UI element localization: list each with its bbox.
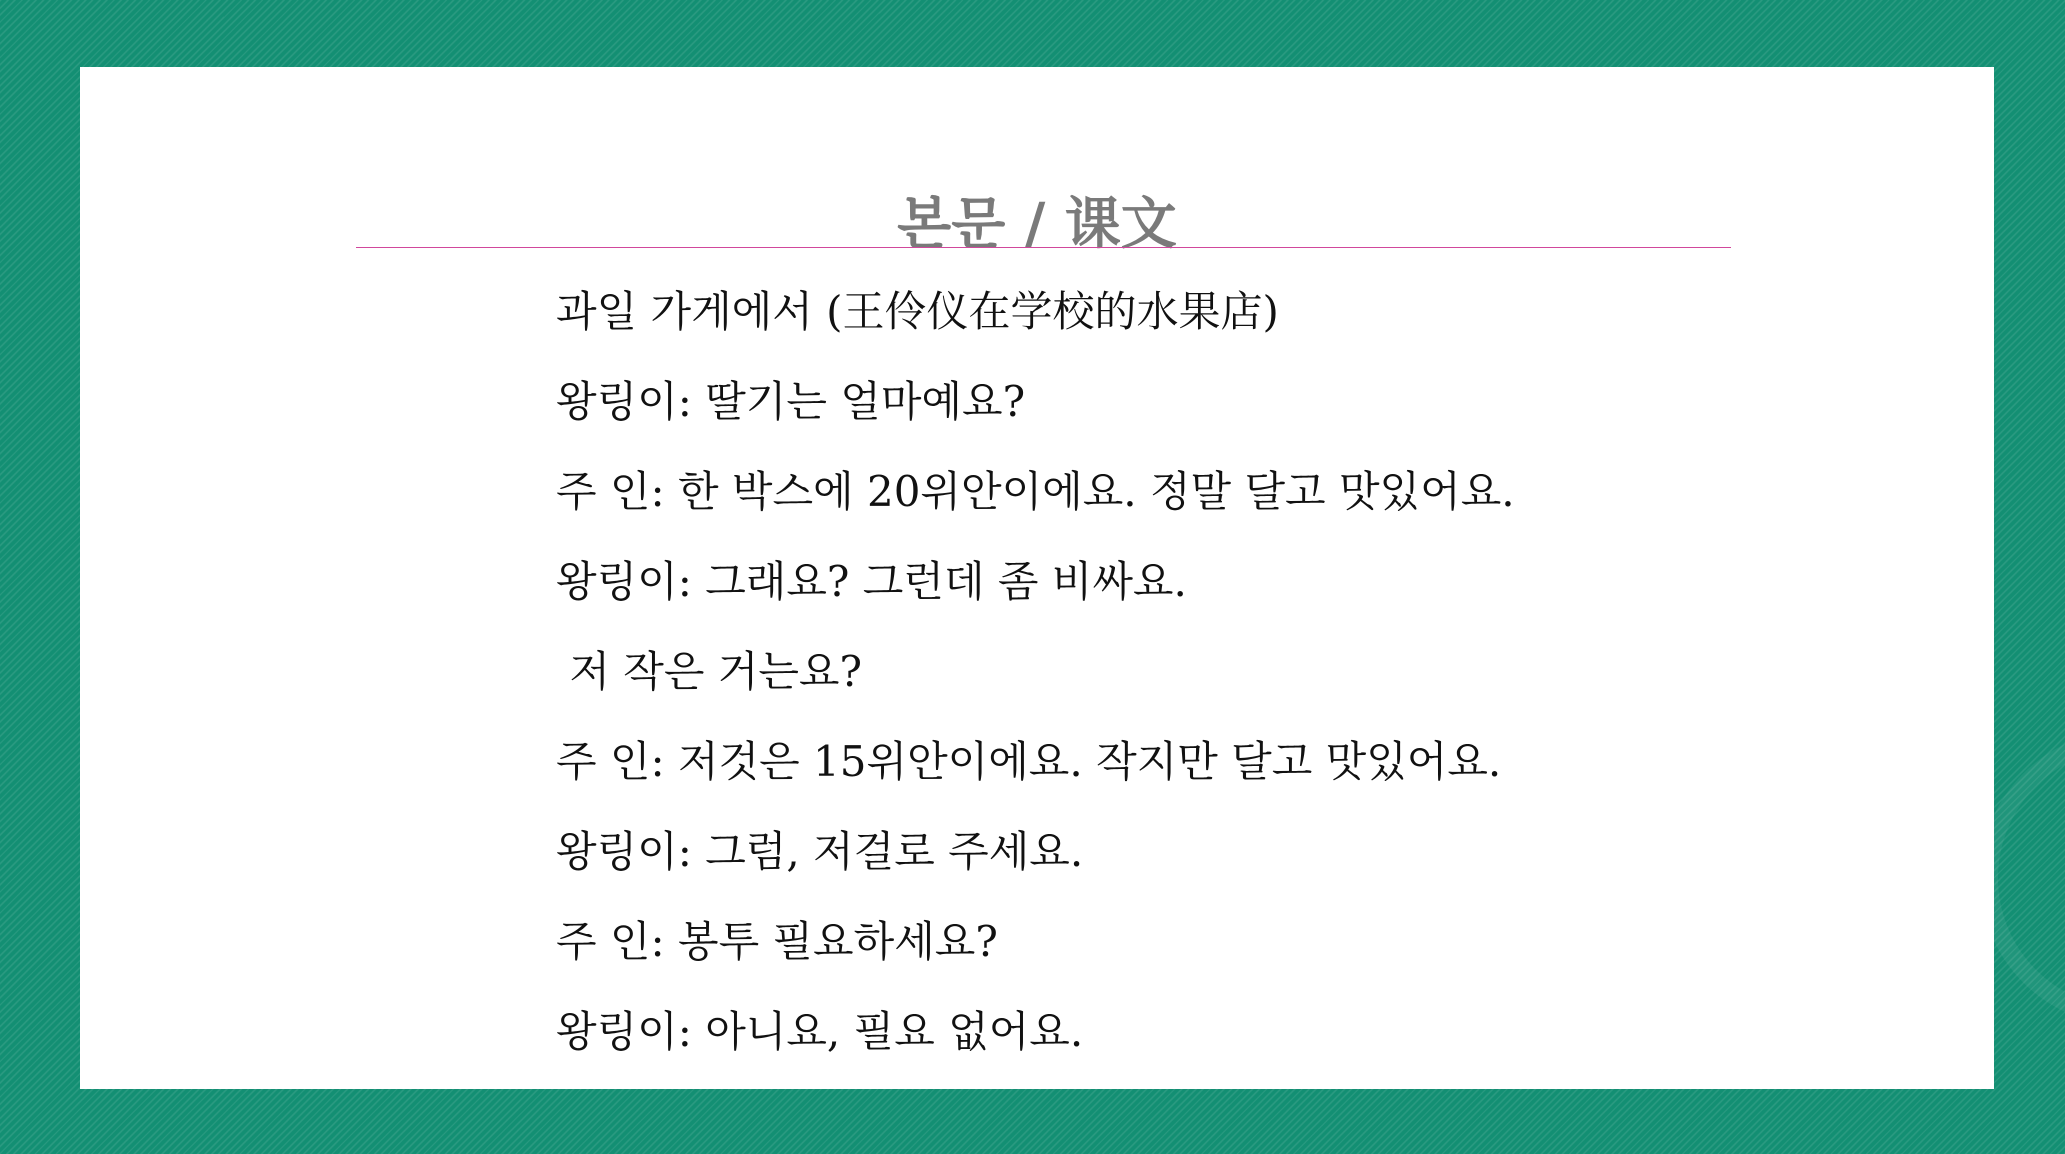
dialogue-line: 저 작은 거는요? <box>556 647 863 696</box>
dialogue-line: 주 인: 한 박스에 20위안이에요. 정말 달고 맛있어요. <box>556 467 1515 516</box>
dialogue-line: 주 인: 봉투 필요하세요? <box>556 917 998 966</box>
dialogue-line: 주 인: 저것은 15위안이에요. 작지만 달고 맛있어요. <box>556 737 1502 786</box>
dialogue-line: 왕링이: 아니요, 필요 없어요. <box>556 1007 1084 1056</box>
dialogue-line: 왕링이: 그래요? 그런데 좀 비싸요. <box>556 557 1187 606</box>
slide-title: 본문 / 课文 <box>897 192 1177 257</box>
dialogue-text <box>556 267 1515 1077</box>
dialogue-heading: 과일 가게에서 (王伶仪在学校的水果店) <box>556 287 1279 336</box>
dialogue-line: 왕링이: 그럼, 저걸로 주세요. <box>556 827 1084 876</box>
dialogue-line: 왕링이: 딸기는 얼마예요? <box>556 377 1026 426</box>
title-divider <box>356 247 1731 248</box>
slide-panel <box>80 67 1994 1089</box>
